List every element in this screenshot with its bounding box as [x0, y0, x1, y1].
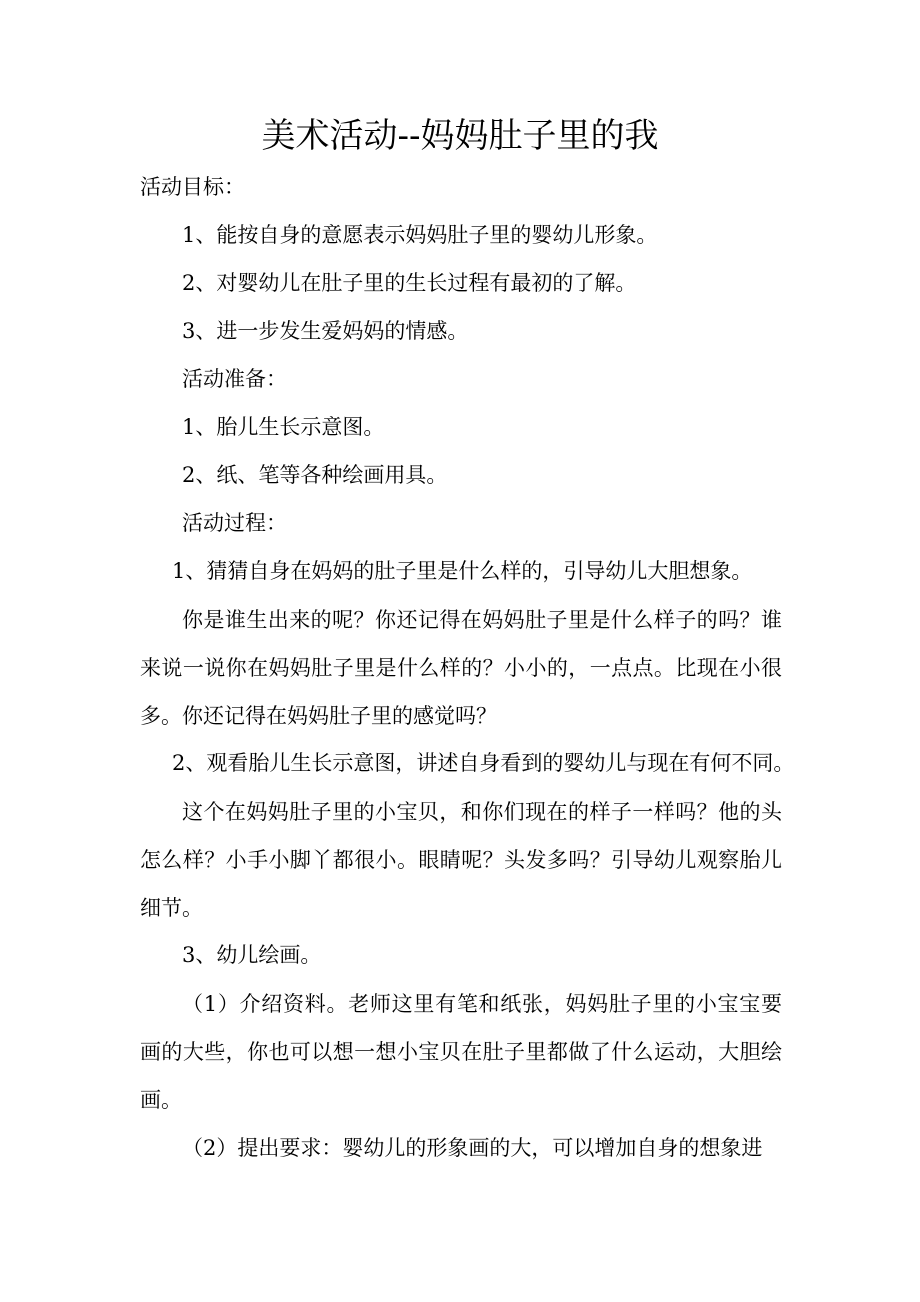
section-heading-process: 活动过程： — [182, 511, 287, 535]
goal-item-3: 3、进一步发生爱妈妈的情感。 — [182, 319, 469, 343]
process-step-1: 1、猜猜自身在妈妈的肚子里是什么样的，引导幼儿大胆想象。 — [172, 559, 753, 583]
prep-item-2: 2、纸、笔等各种绘画用具。 — [182, 463, 448, 487]
process-step-3: 3、幼儿绘画。 — [182, 943, 322, 967]
section-heading-prep: 活动准备： — [182, 367, 287, 391]
section-heading-goals: 活动目标： — [140, 175, 245, 199]
goal-item-1: 1、能按自身的意愿表示妈妈肚子里的婴幼儿形象。 — [182, 223, 658, 247]
prep-item-1: 1、胎儿生长示意图。 — [182, 415, 385, 439]
document-title: 美术活动--妈妈肚子里的我 — [261, 116, 659, 156]
goal-item-2: 2、对婴幼儿在肚子里的生长过程有最初的了解。 — [182, 271, 637, 295]
process-step-3-sub-2: （2）提出要求：婴幼儿的形象画的大，可以增加自身的想象进 — [182, 1136, 763, 1160]
process-step-2: 2、观看胎儿生长示意图，讲述自身看到的婴幼儿与现在有何不同。 — [172, 751, 795, 775]
process-step-3-sub-1: （1）介绍资料。老师这里有笔和纸张，妈妈肚子里的小宝宝要画的大些，你也可以想一想小宝贝在肚子里都做了什么运动，大胆绘画。 — [140, 992, 782, 1112]
process-step-1-detail: 你是谁生出来的呢？你还记得在妈妈肚子里是什么样子的吗？谁来说一说你在妈妈肚子里是什么样的？小小的，一点点。比现在小很多。你还记得在妈妈肚子里的感觉吗？ — [140, 608, 782, 728]
process-step-2-detail: 这个在妈妈肚子里的小宝贝，和你们现在的样子一样吗？他的头怎么样？小手小脚丫都很小。眼睛呢？头发多吗？引导幼儿观察胎儿细节。 — [140, 800, 782, 920]
